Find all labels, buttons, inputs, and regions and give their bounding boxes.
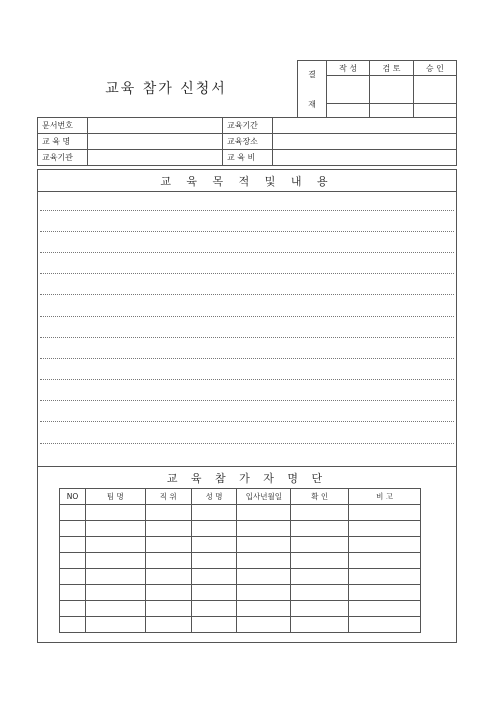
table-row	[60, 521, 421, 537]
approval-col-review: 검 토	[370, 61, 413, 76]
roster-header-confirm: 확 인	[291, 489, 349, 505]
purpose-line[interactable]	[40, 273, 454, 274]
course-name-field[interactable]	[88, 134, 223, 150]
purpose-line[interactable]	[40, 443, 454, 444]
purpose-line[interactable]	[40, 252, 454, 253]
purpose-line[interactable]	[40, 421, 454, 422]
roster-header-note: 비 고	[349, 489, 421, 505]
roster-header-join-date: 입사년월일	[237, 489, 291, 505]
purpose-line[interactable]	[40, 358, 454, 359]
main-section	[37, 169, 457, 643]
roster-header-team: 팀 명	[85, 489, 145, 505]
institution-field[interactable]	[88, 150, 223, 166]
purpose-line[interactable]	[40, 337, 454, 338]
approval-date-write[interactable]	[327, 104, 370, 118]
period-label: 교육기간	[223, 118, 273, 134]
course-name-label: 교 육 명	[38, 134, 88, 150]
roster-header-position: 직 위	[145, 489, 191, 505]
approval-label-top: 결	[308, 69, 316, 79]
roster-header-row	[60, 489, 421, 505]
approval-col-write: 작 성	[327, 61, 370, 76]
table-row	[60, 601, 421, 617]
purpose-line[interactable]	[40, 316, 454, 317]
table-row	[60, 617, 421, 633]
roster-title: 교 육 참 가 자 명 단	[166, 472, 328, 485]
table-row	[60, 553, 421, 569]
roster-header-name: 성 명	[191, 489, 237, 505]
roster-header-no: NO	[60, 489, 86, 505]
roster-table	[59, 488, 421, 633]
approval-sign-review[interactable]	[370, 76, 413, 104]
institution-label: 교육기관	[38, 150, 88, 166]
table-row	[60, 569, 421, 585]
table-row	[60, 537, 421, 553]
doc-number-label: 문서번호	[38, 118, 88, 134]
place-label: 교육장소	[223, 134, 273, 150]
place-field[interactable]	[273, 134, 457, 150]
cost-label: 교 육 비	[223, 150, 273, 166]
purpose-title: 교 육 목 적 및 내 용	[38, 170, 456, 192]
purpose-line[interactable]	[40, 231, 454, 232]
purpose-line[interactable]	[40, 379, 454, 380]
approval-sign-approve[interactable]	[413, 76, 456, 104]
form-title: 교육 참가 신청서	[105, 80, 227, 97]
approval-box	[297, 60, 457, 118]
approval-date-review[interactable]	[370, 104, 413, 118]
purpose-line[interactable]	[40, 210, 454, 211]
purpose-line[interactable]	[40, 294, 454, 295]
info-table	[37, 117, 457, 166]
approval-side-label	[298, 61, 327, 118]
purpose-line[interactable]	[40, 400, 454, 401]
table-row	[60, 585, 421, 601]
approval-sign-write[interactable]	[327, 76, 370, 104]
table-row	[60, 505, 421, 521]
section-divider	[38, 466, 456, 467]
approval-label-bottom: 재	[308, 99, 316, 109]
doc-number-field[interactable]	[88, 118, 223, 134]
approval-col-approve: 승 인	[413, 61, 456, 76]
period-field[interactable]	[273, 118, 457, 134]
approval-date-approve[interactable]	[413, 104, 456, 118]
cost-field[interactable]	[273, 150, 457, 166]
